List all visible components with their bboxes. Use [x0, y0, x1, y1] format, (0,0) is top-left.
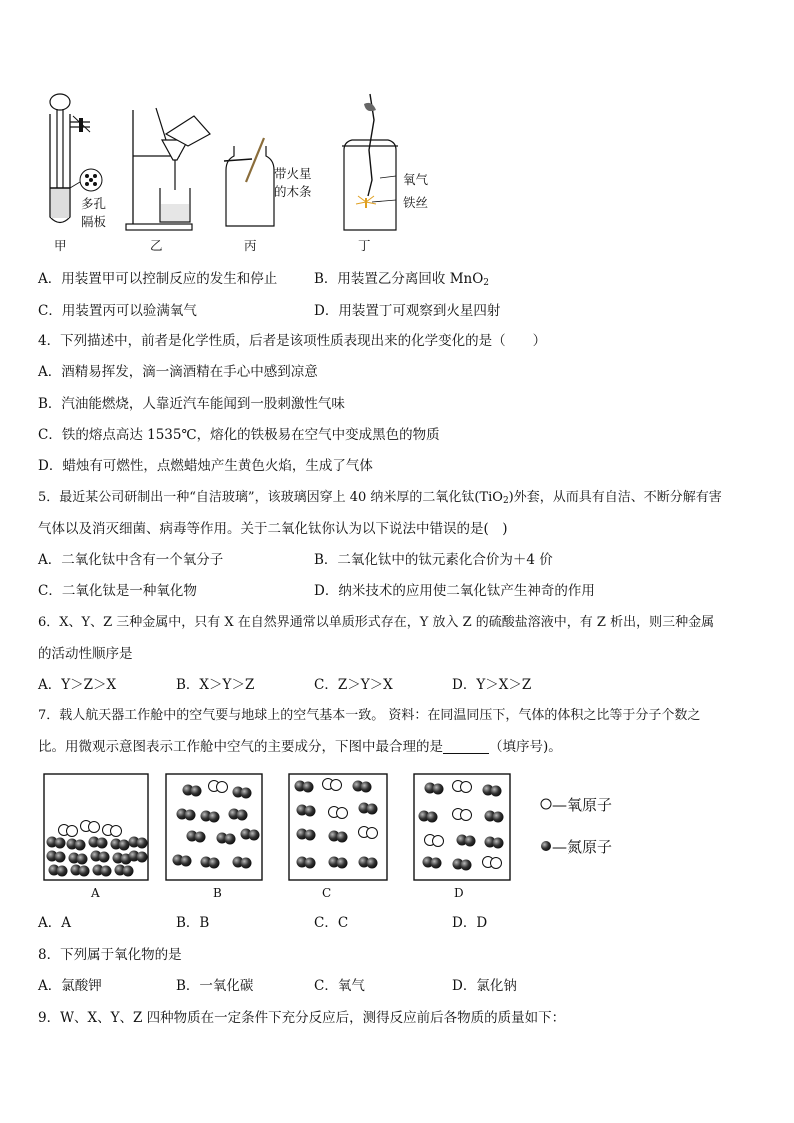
nitrogen-atom-icon	[337, 858, 348, 869]
nitrogen-molecule-icon	[453, 859, 472, 871]
q5-stem-rest: )外套，从而具有自洁、不断分解有害	[508, 490, 722, 505]
q8-option-a: A．氯酸钾	[38, 978, 102, 994]
nitrogen-molecule-icon	[419, 811, 438, 823]
nitrogen-molecule-icon	[177, 809, 196, 821]
nitrogen-atom-icon	[303, 782, 314, 793]
nitrogen-molecule-icon	[217, 833, 236, 845]
molecule-box-c	[289, 774, 387, 880]
nitrogen-molecule-icon	[49, 865, 68, 877]
q3-option-a: A．用装置甲可以控制反应的发生和停止	[38, 271, 278, 287]
nitrogen-atom-icon	[97, 838, 108, 849]
nitrogen-molecule-icon	[187, 831, 206, 843]
bing-caption: 丙	[244, 238, 257, 253]
nitrogen-atom-icon	[119, 840, 130, 851]
nitrogen-molecule-icon	[91, 851, 110, 863]
nitrogen-atom-icon	[57, 866, 68, 877]
oxygen-molecule-icon	[483, 857, 502, 869]
nitrogen-molecule-icon	[457, 835, 476, 847]
nitrogen-atom-icon	[55, 852, 66, 863]
q3-option-c: C．用装置丙可以验满氧气	[38, 303, 197, 319]
nitrogen-atom-icon	[99, 852, 110, 863]
nitrogen-atom-icon	[493, 812, 504, 823]
oxygen-molecule-icon	[209, 781, 228, 793]
oxygen-molecule-icon	[453, 781, 472, 793]
ding-caption: 丁	[358, 238, 371, 253]
nitrogen-atom-icon	[101, 866, 112, 877]
nitrogen-atom-icon	[123, 866, 134, 877]
bing-label-2: 的木条	[274, 184, 312, 199]
oxygen-atom-icon	[331, 780, 342, 791]
q7-stem-text: 比。用微观示意图表示工作舱中空气的主要成分，下图中最合理的是	[38, 739, 443, 755]
nitrogen-molecule-icon	[329, 857, 348, 869]
q6-option-a: A．Y＞Z＞X	[38, 677, 117, 693]
nitrogen-atom-icon	[461, 860, 472, 871]
nitrogen-atom-icon	[367, 804, 378, 815]
box-label-a: A	[91, 886, 100, 900]
bing-label-1: 带火星	[274, 166, 312, 181]
nitrogen-atom-icon	[361, 782, 372, 793]
nitrogen-molecule-icon	[201, 811, 220, 823]
oxygen-molecule-icon	[453, 809, 472, 821]
q8-stem: 8．下列属于氧化物的是	[38, 947, 182, 963]
legend-nitrogen-atom-icon	[541, 841, 551, 851]
q3-option-b-sub: 2	[483, 278, 490, 288]
nitrogen-atom-icon	[427, 812, 438, 823]
nitrogen-atom-icon	[433, 784, 444, 795]
oxygen-atom-icon	[491, 858, 502, 869]
nitrogen-molecule-icon	[233, 787, 252, 799]
jia-label-2: 隔板	[81, 214, 107, 229]
q4-option-b: B．汽油能燃烧，人靠近汽车能闻到一股刺激性气味	[38, 396, 345, 412]
nitrogen-molecule-icon	[229, 809, 248, 821]
q7-option-a: A．A	[38, 915, 71, 931]
nitrogen-molecule-icon	[89, 837, 108, 849]
nitrogen-atom-icon	[305, 858, 316, 869]
q4-option-d: D．蜡烛有可燃性，点燃蜡烛产生黄色火焰，生成了气体	[38, 458, 373, 474]
oxygen-molecule-icon	[323, 779, 342, 791]
nitrogen-molecule-icon	[71, 865, 90, 877]
nitrogen-molecule-icon	[129, 851, 148, 863]
q8-option-b: B．一氧化碳	[176, 978, 254, 994]
q7-option-c: C．C	[314, 915, 349, 931]
oxygen-molecule-icon	[359, 827, 378, 839]
q4-option-a: A．酒精易挥发，滴一滴酒精在手心中感到凉意	[38, 364, 318, 380]
nitrogen-molecule-icon	[113, 853, 132, 865]
jia-caption: 甲	[54, 238, 67, 253]
yi-caption: 乙	[150, 238, 163, 253]
q8-option-d: D．氯化钠	[452, 978, 517, 994]
ding-label-oxygen: 氧气	[403, 172, 429, 187]
q5-option-d: D．纳米技术的应用使二氧化钛产生神奇的作用	[314, 583, 595, 599]
nitrogen-atom-icon	[305, 806, 316, 817]
nitrogen-molecule-icon	[423, 857, 442, 869]
molecule-diagram	[38, 770, 638, 900]
nitrogen-atom-icon	[137, 852, 148, 863]
oxygen-molecule-icon	[103, 825, 122, 837]
jia-label-1: 多孔	[81, 196, 107, 211]
ding-label-wire: 铁丝	[403, 195, 429, 210]
nitrogen-molecule-icon	[241, 829, 260, 841]
nitrogen-atom-icon	[305, 830, 316, 841]
q5-option-b: B．二氧化钛中的钛元素化合价为＋4 价	[314, 552, 553, 568]
nitrogen-molecule-icon	[111, 839, 130, 851]
nitrogen-molecule-icon	[115, 865, 134, 877]
q6-stem-line2: 的活动性顺序是	[38, 646, 133, 662]
nitrogen-molecule-icon	[129, 837, 148, 849]
q4-option-c: C．铁的熔点高达 1535℃，熔化的铁极易在空气中变成黑色的物质	[38, 427, 440, 443]
legend-nitrogen-label: —氮原子	[552, 838, 613, 856]
oxygen-molecule-icon	[329, 807, 348, 819]
nitrogen-molecule-icon	[483, 785, 502, 797]
nitrogen-molecule-icon	[297, 857, 316, 869]
nitrogen-molecule-icon	[173, 855, 192, 867]
nitrogen-atom-icon	[367, 858, 378, 869]
nitrogen-atom-icon	[137, 838, 148, 849]
q7-option-b: B．B	[176, 915, 210, 931]
box-label-c: C	[322, 886, 332, 900]
oxygen-molecule-icon	[59, 825, 78, 837]
nitrogen-atom-icon	[77, 854, 88, 865]
nitrogen-molecule-icon	[233, 857, 252, 869]
oxygen-atom-icon	[89, 822, 100, 833]
q7-stem: 7．载人航天器工作舱中的空气要与地球上的空气基本一致。 资料：在同温同压下，气体的体积之比等于分子个数之	[38, 708, 701, 723]
apparatus-yi-drawing	[120, 100, 220, 240]
nitrogen-molecule-icon	[297, 829, 316, 841]
nitrogen-atom-icon	[75, 840, 86, 851]
nitrogen-atom-icon	[181, 856, 192, 867]
nitrogen-atom-icon	[465, 836, 476, 847]
nitrogen-atom-icon	[249, 830, 260, 841]
oxygen-atom-icon	[433, 836, 444, 847]
oxygen-molecule-icon	[425, 835, 444, 847]
q3-option-b	[314, 270, 489, 292]
nitrogen-molecule-icon	[67, 839, 86, 851]
nitrogen-atom-icon	[79, 866, 90, 877]
nitrogen-molecule-icon	[183, 785, 202, 797]
nitrogen-molecule-icon	[47, 851, 66, 863]
nitrogen-molecule-icon	[425, 783, 444, 795]
nitrogen-atom-icon	[493, 838, 504, 849]
oxygen-atom-icon	[111, 826, 122, 837]
q5-stem-sub: 2	[502, 496, 509, 506]
q5-stem	[38, 489, 722, 510]
nitrogen-molecule-icon	[485, 837, 504, 849]
q5-option-c: C．二氧化钛是一种氧化物	[38, 583, 197, 599]
nitrogen-molecule-icon	[201, 857, 220, 869]
nitrogen-atom-icon	[431, 858, 442, 869]
q5-stem-text: 5．最近某公司研制出一种“自洁玻璃”，该玻璃因穿上 40 纳米厚的二氧化钛(TiO	[38, 490, 503, 505]
oxygen-atom-icon	[461, 810, 472, 821]
nitrogen-molecule-icon	[93, 865, 112, 877]
nitrogen-atom-icon	[195, 832, 206, 843]
nitrogen-molecule-icon	[297, 805, 316, 817]
q5-stem-line2: 气体以及消灭细菌、病毒等作用。关于二氧化钛你认为以下说法中错误的是( )	[38, 521, 508, 537]
nitrogen-atom-icon	[241, 788, 252, 799]
oxygen-atom-icon	[67, 826, 78, 837]
nitrogen-atom-icon	[209, 858, 220, 869]
molecule-box-a	[44, 774, 148, 880]
molecule-box-b	[166, 774, 262, 880]
legend-oxygen-label: —氧原子	[552, 796, 613, 814]
nitrogen-atom-icon	[337, 832, 348, 843]
q7-answer-blank	[443, 739, 489, 754]
nitrogen-atom-icon	[185, 810, 196, 821]
q6-stem: 6．X、Y、Z 三种金属中，只有 X 在自然界通常以单质形式存在，Y 放入 Z 的硫酸盐溶液中，有 Z 析出，则三种金属	[38, 615, 715, 630]
q6-option-d: D．Y＞X＞Z	[452, 677, 532, 693]
nitrogen-atom-icon	[241, 858, 252, 869]
q9-stem: 9．W、X、Y、Z 四种物质在一定条件下充分反应后，测得反应前后各物质的质量如下：	[38, 1010, 566, 1026]
box-label-d: D	[454, 886, 464, 900]
q5-option-a: A．二氧化钛中含有一个氧分子	[38, 552, 224, 568]
legend-oxygen-atom-icon	[541, 799, 551, 809]
molecule-box-d	[414, 774, 510, 880]
oxygen-molecule-icon	[81, 821, 100, 833]
box-label-b: B	[213, 886, 222, 900]
q6-option-b: B．X＞Y＞Z	[176, 677, 255, 693]
q6-option-c: C．Z＞Y＞X	[314, 677, 393, 693]
q3-option-d: D．用装置丁可观察到火星四射	[314, 303, 501, 319]
q7-option-d: D．D	[452, 915, 488, 931]
nitrogen-atom-icon	[55, 838, 66, 849]
oxygen-atom-icon	[461, 782, 472, 793]
nitrogen-molecule-icon	[329, 831, 348, 843]
nitrogen-molecule-icon	[295, 781, 314, 793]
q4-stem: 4．下列描述中，前者是化学性质，后者是该项性质表现出来的化学变化的是（ ）	[38, 333, 547, 349]
nitrogen-molecule-icon	[47, 837, 66, 849]
nitrogen-atom-icon	[237, 810, 248, 821]
q8-option-c: C．氧气	[314, 978, 365, 994]
nitrogen-molecule-icon	[359, 857, 378, 869]
apparatus-bing-drawing	[222, 134, 282, 234]
nitrogen-molecule-icon	[69, 853, 88, 865]
oxygen-atom-icon	[217, 782, 228, 793]
q7-stem-line2	[38, 738, 562, 756]
nitrogen-atom-icon	[491, 786, 502, 797]
q3-option-b-text: B．用装置乙分离回收 MnO	[314, 271, 484, 287]
apparatus-ding-drawing	[336, 90, 416, 240]
oxygen-atom-icon	[337, 808, 348, 819]
nitrogen-molecule-icon	[485, 811, 504, 823]
nitrogen-molecule-icon	[353, 781, 372, 793]
oxygen-atom-icon	[367, 828, 378, 839]
nitrogen-atom-icon	[225, 834, 236, 845]
nitrogen-atom-icon	[191, 786, 202, 797]
q7-stem-rest: （填序号)。	[489, 739, 562, 755]
nitrogen-atom-icon	[209, 812, 220, 823]
nitrogen-molecule-icon	[359, 803, 378, 815]
